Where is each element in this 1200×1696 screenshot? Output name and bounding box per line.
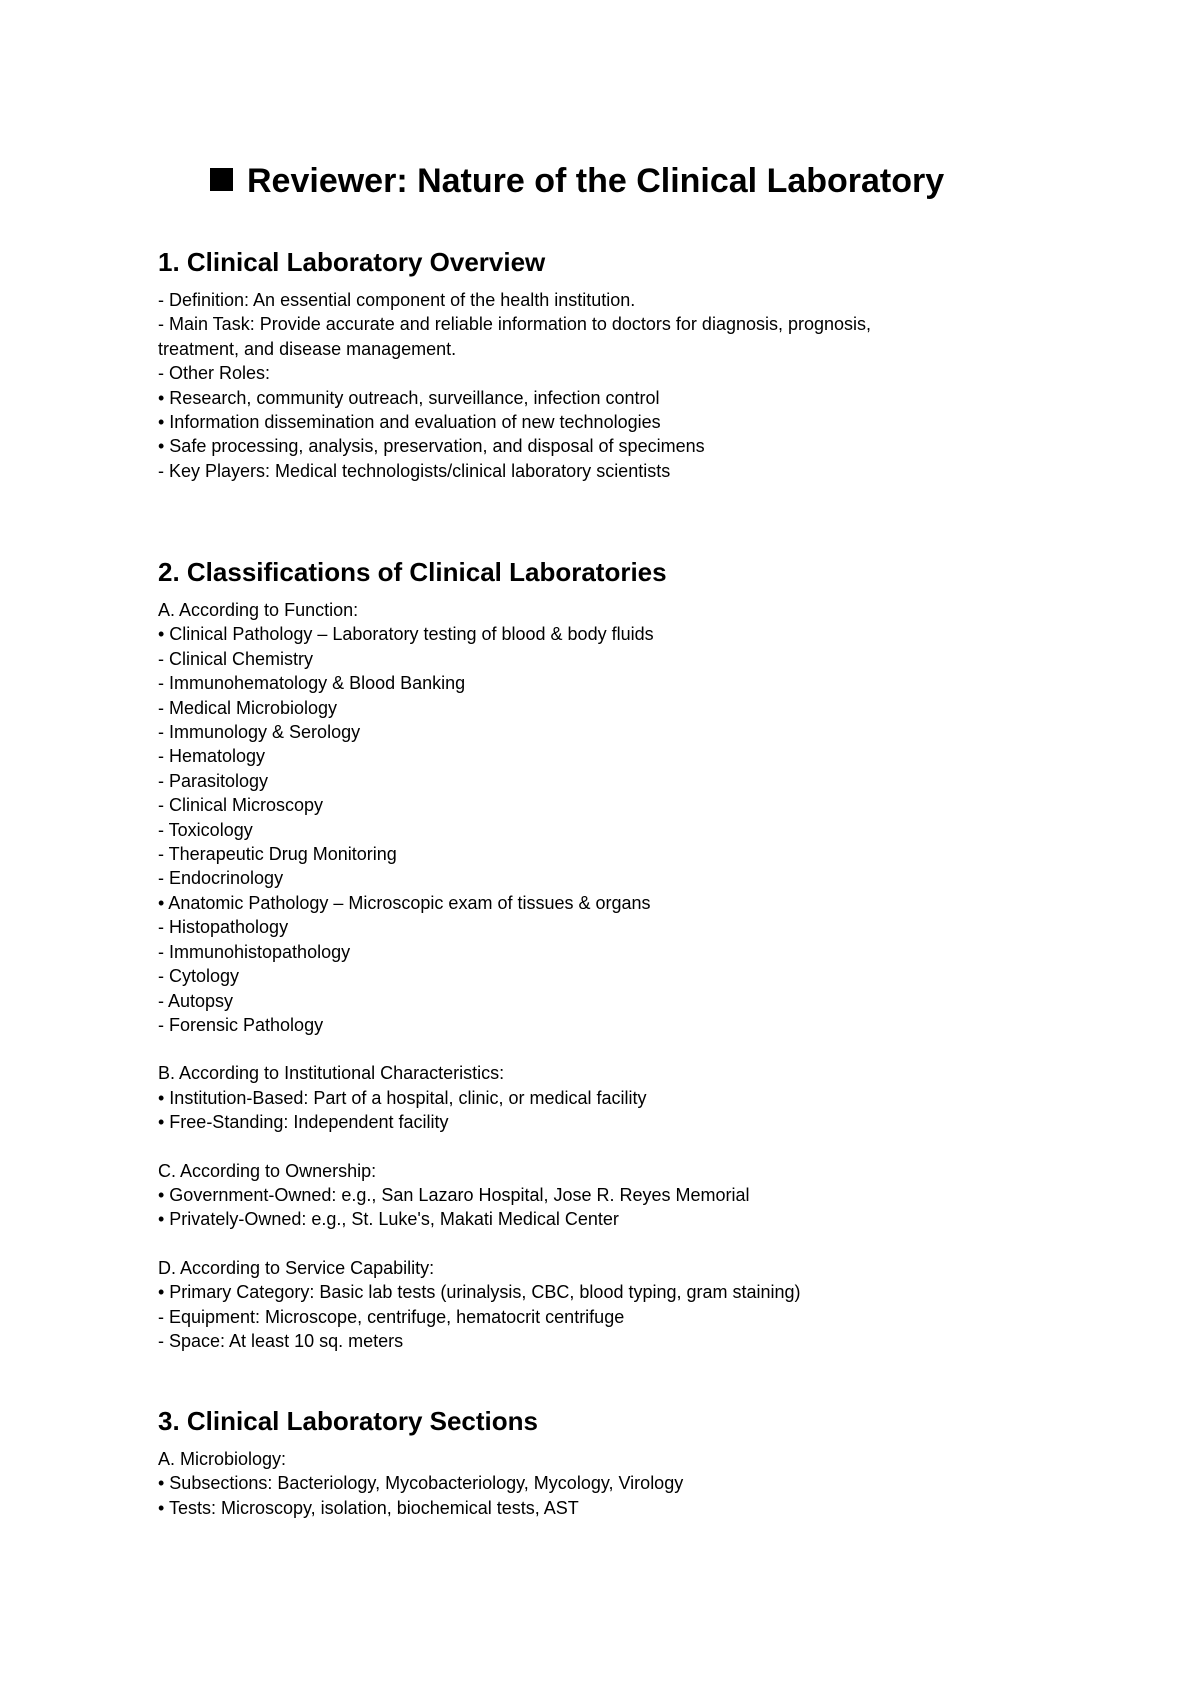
- text-line: - Endocrinology: [158, 868, 284, 889]
- subheading: C. According to Ownership:: [158, 1160, 377, 1181]
- text-line: - Main Task: Provide accurate and reliable information to doctors for diagnosis, prognosis,: [158, 314, 872, 335]
- subheading: A. Microbiology:: [158, 1449, 287, 1469]
- classification-ownership-block: [158, 1159, 1058, 1232]
- text-line: - Toxicology: [158, 819, 253, 840]
- section-heading: 3. Clinical Laboratory Sections: [158, 1406, 538, 1436]
- black-square-icon: [210, 168, 233, 191]
- classification-capability-block: [158, 1256, 1058, 1354]
- classification-institution-block: [158, 1061, 1058, 1134]
- subheading: D. According to Service Capability:: [158, 1257, 435, 1278]
- text-line: • Privately-Owned: e.g., St. Luke's, Makati Medical Center: [158, 1209, 619, 1230]
- text-line: • Tests: Microscopy, isolation, biochemical tests, AST: [158, 1497, 579, 1518]
- text-line: - Other Roles:: [158, 363, 271, 384]
- section-heading: 2. Classifications of Clinical Laboratories: [158, 557, 667, 587]
- text-line: • Primary Category: Basic lab tests (urinalysis, CBC, blood typing, gram staining): [158, 1282, 801, 1303]
- text-line: - Histopathology: [158, 917, 289, 938]
- text-line: - Immunohematology & Blood Banking: [158, 673, 466, 694]
- section-heading: 1. Clinical Laboratory Overview: [158, 247, 546, 277]
- text-line: - Equipment: Microscope, centrifuge, hematocrit centrifuge: [158, 1306, 625, 1327]
- spacer: [158, 1232, 1058, 1256]
- text-line: • Anatomic Pathology – Microscopic exam of tissues & organs: [158, 892, 651, 913]
- text-line: - Cytology: [158, 966, 240, 987]
- spacer: [158, 1037, 1058, 1061]
- text-line: • Research, community outreach, surveillance, infection control: [158, 387, 660, 408]
- text-line: • Safe processing, analysis, preservation, and disposal of specimens: [158, 436, 705, 457]
- text-line: - Space: At least 10 sq. meters: [158, 1330, 404, 1351]
- spacer: [158, 1135, 1058, 1159]
- text-line: - Clinical Microscopy: [158, 795, 324, 816]
- text-line: • Subsections: Bacteriology, Mycobacteriology, Mycology, Virology: [158, 1473, 684, 1494]
- document-title: [210, 157, 944, 205]
- text-line: - Hematology: [158, 746, 266, 767]
- subheading: B. According to Institutional Characteristics:: [158, 1063, 505, 1084]
- text-line: • Institution-Based: Part of a hospital, clinic, or medical facility: [158, 1087, 647, 1108]
- text-line: - Key Players: Medical technologists/clinical laboratory scientists: [158, 460, 671, 481]
- text-line: - Parasitology: [158, 770, 269, 791]
- section-overview: [158, 244, 1058, 483]
- section-lab-sections: [158, 1403, 1058, 1520]
- document-title-text: Reviewer: Nature of the Clinical Laboratory: [247, 162, 945, 200]
- text-line: - Forensic Pathology: [158, 1014, 324, 1035]
- text-line: - Clinical Chemistry: [158, 648, 314, 669]
- text-line: - Autopsy: [158, 990, 234, 1011]
- text-line: - Definition: An essential component of the health institution.: [158, 290, 636, 310]
- text-line: • Clinical Pathology – Laboratory testing of blood & body fluids: [158, 624, 654, 645]
- text-line: • Information dissemination and evaluation of new technologies: [158, 412, 661, 433]
- section-classifications: [158, 554, 1058, 1353]
- text-line: treatment, and disease management.: [158, 338, 457, 359]
- classification-function-block: [158, 598, 1058, 1037]
- subheading: A. According to Function:: [158, 600, 359, 620]
- text-line: - Therapeutic Drug Monitoring: [158, 844, 397, 865]
- text-line: • Free-Standing: Independent facility: [158, 1112, 449, 1133]
- text-line: - Immunology & Serology: [158, 722, 361, 743]
- text-line: • Government-Owned: e.g., San Lazaro Hospital, Jose R. Reyes Memorial: [158, 1184, 750, 1205]
- text-line: - Immunohistopathology: [158, 941, 351, 962]
- text-line: - Medical Microbiology: [158, 697, 338, 718]
